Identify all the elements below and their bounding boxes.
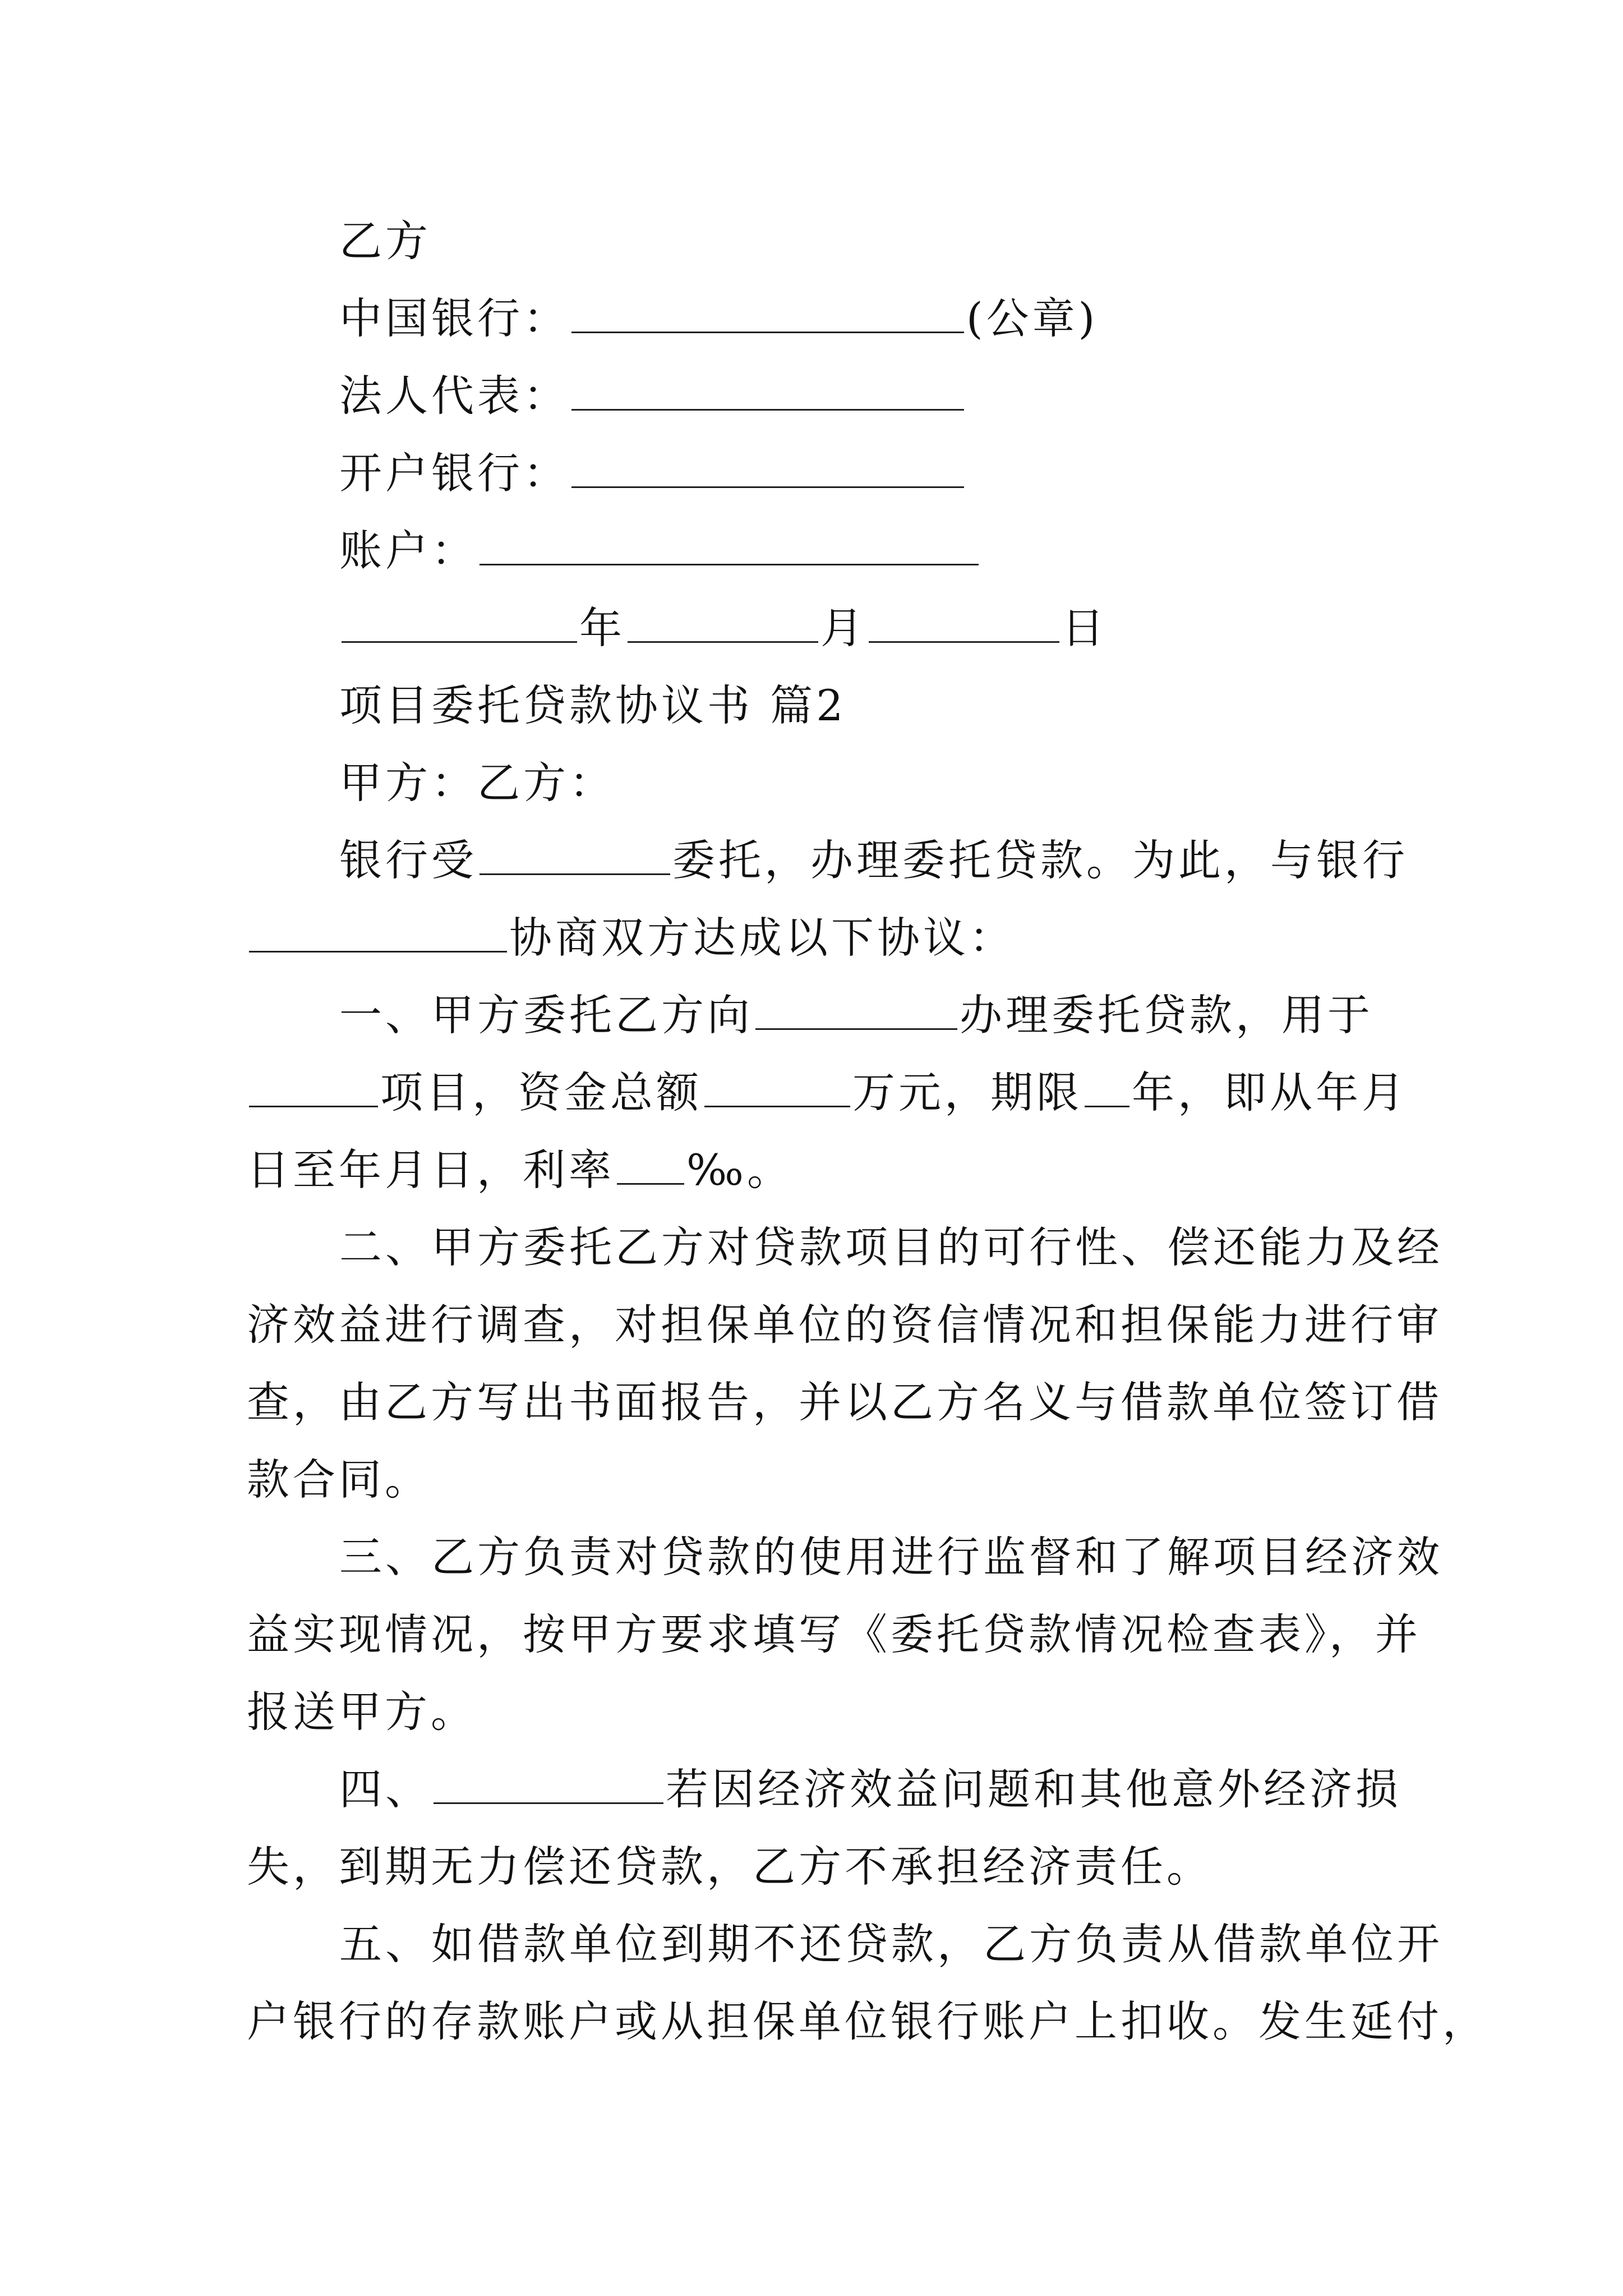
parties-line: 甲方：乙方： (339, 758, 615, 808)
day-blank[interactable] (869, 602, 1059, 643)
term-blank[interactable] (1085, 1066, 1129, 1107)
intro-line-2: 协商双方达成以下协议： (247, 910, 1015, 966)
open-bank-blank[interactable] (571, 447, 964, 488)
clause4-line-2: 失，到期无力偿还贷款，乙方不承担经济责任。 (247, 1842, 1212, 1892)
account-blank[interactable] (479, 524, 979, 565)
clause1-line-2: 项目，资金总额 万元，期限 年，即从年月 (247, 1065, 1408, 1121)
open-bank-line: 开户银行： (339, 445, 966, 501)
clause5-line-1: 五、如借款单位到期不还贷款，乙方负责从借款单位开 (339, 1919, 1443, 1969)
clause4-line-1: 四、 若因经济效益问题和其他意外经济损 (339, 1764, 1401, 1814)
intro-line-1: 银行受 委托，办理委托贷款。为此，与银行 (339, 835, 1408, 885)
clause3-line-1: 三、乙方负责对贷款的使用进行监督和了解项目经济效 (339, 1532, 1443, 1582)
clause3-line-3: 报送甲方。 (247, 1687, 477, 1737)
amount-blank[interactable] (704, 1066, 850, 1107)
rate-blank[interactable] (617, 1144, 684, 1185)
date-line: 年 月 日 (339, 600, 1108, 656)
clause2-line-4: 款合同。 (247, 1455, 431, 1504)
clause2-line-3: 查，由乙方写出书面报告，并以乙方名义与借款单位签订借 (247, 1377, 1442, 1427)
clause3-line-2: 益实现情况，按甲方要求填写《委托贷款情况检查表》，并 (247, 1609, 1421, 1659)
legal-rep-line: 法人代表： (339, 368, 966, 424)
project-blank[interactable] (249, 1066, 378, 1107)
clause1-line-1: 一、甲方委托乙方向 办理委托贷款，用于 (339, 990, 1373, 1040)
bank-name-blank[interactable] (249, 912, 507, 953)
month-blank[interactable] (628, 602, 818, 643)
legal-rep-blank[interactable] (571, 370, 964, 411)
section-title: 项目委托贷款协议书 篇2 (339, 680, 847, 730)
borrower-blank[interactable] (755, 989, 957, 1030)
account-line: 账户： (339, 523, 981, 579)
clause2-line-1: 二、甲方委托乙方对贷款项目的可行性、偿还能力及经 (339, 1222, 1443, 1272)
clause2-line-2: 济效益进行调查，对担保单位的资信情况和担保能力进行审 (247, 1300, 1442, 1350)
party-b-heading: 乙方 (339, 216, 431, 266)
clause5-line-2: 户银行的存款账户或从担保单位银行账户上扣收。发生延付， (247, 1996, 1488, 2046)
bank-line: 中国银行： (公章) (339, 293, 1099, 343)
principal-blank[interactable] (479, 834, 670, 875)
clause1-line-3: 日至年月日，利率 ‰。 (247, 1145, 793, 1195)
year-blank[interactable] (342, 602, 577, 643)
clause4-blank[interactable] (434, 1763, 663, 1804)
bank-blank[interactable] (571, 292, 964, 333)
